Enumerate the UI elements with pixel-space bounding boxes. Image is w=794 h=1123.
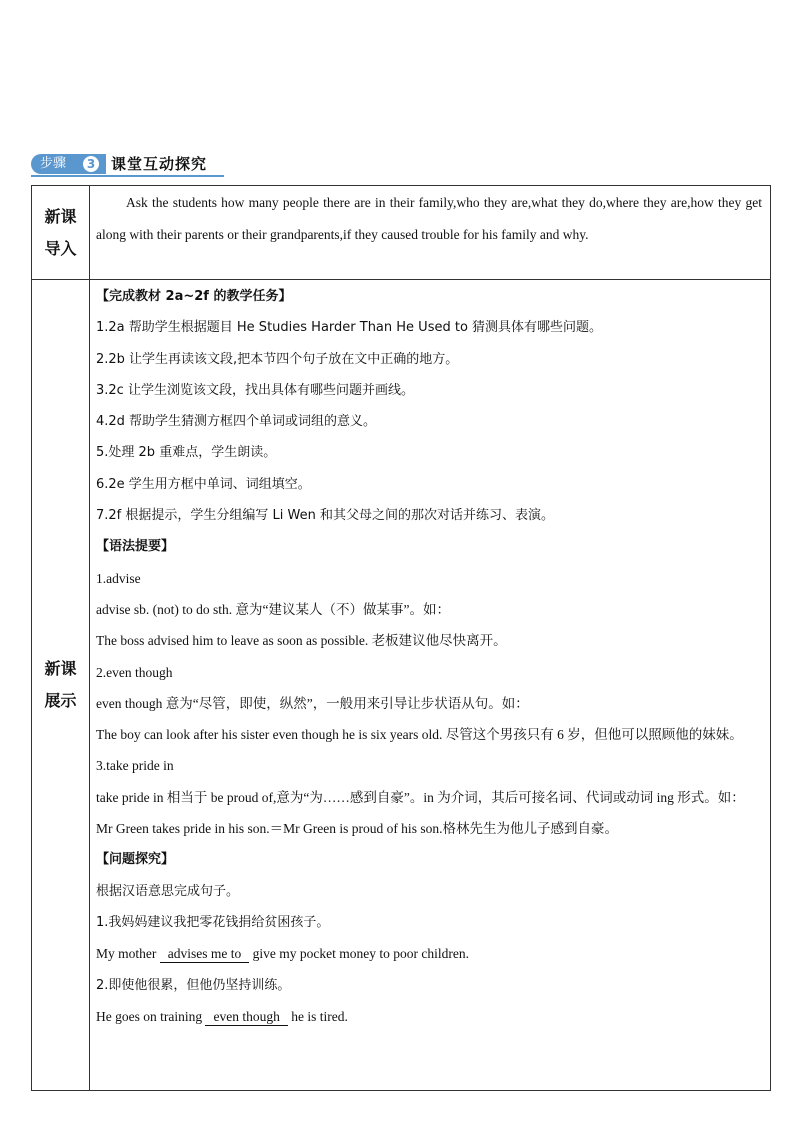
intro-row (32, 186, 771, 280)
step-number: 3 (83, 156, 99, 172)
intro-label: 新课 导入 (32, 186, 90, 280)
display-content (90, 280, 771, 1091)
question-2-chinese: 2.即使他很累，但他仍坚持训练。 (96, 977, 291, 993)
question-1-chinese: 1.我妈妈建议我把零花钱捐给贫困孩子。 (96, 914, 330, 930)
grammar-1-example: The boss advised him to leave as soon as possible. 老板建议他尽快离开。 (96, 633, 507, 649)
task-item-1: 1.2a 帮助学生根据题目 He Studies Harder Than He Used to 猜测具体有哪些问题。 (96, 320, 603, 336)
task-item-2: 2.2b 让学生再读该文段,把本节四个句子放在文中正确的地方。 (96, 351, 459, 367)
grammar-3-definition: take pride in 相当于 be proud of,意为“为……感到自豪”。in 为介词，其后可接名词、代词或动词 ing 形式。如： (96, 789, 745, 805)
display-row (32, 280, 771, 1091)
step-badge-label: 步骤 (40, 156, 67, 171)
step-header (31, 154, 224, 174)
task-heading: 【完成教材 2a~2f 的教学任务】 (96, 289, 292, 304)
question-2-sentence: He goes on training even though he is tired. (96, 1008, 348, 1024)
grammar-heading: 【语法提要】 (96, 539, 175, 555)
task-item-7: 7.2f 根据提示，学生分组编写 Li Wen 和其父母之间的那次对话并练习、表演。 (96, 508, 554, 524)
display-label: 新课 展示 (32, 280, 90, 1091)
question-1-sentence: My mother advises me to give my pocket money to poor children. (96, 946, 469, 962)
grammar-1-title: 1.advise (96, 570, 141, 586)
step-underline (31, 175, 224, 177)
task-item-4: 4.2d 帮助学生猜测方框四个单词或词组的意义。 (96, 414, 377, 430)
step-badge (31, 154, 106, 174)
explore-instruction: 根据汉语意思完成句子。 (96, 883, 240, 899)
grammar-2-definition: even though 意为“尽管，即使，纵然”，一般用来引导让步状语从句。如： (96, 695, 529, 711)
intro-text: Ask the students how many people there are in their family,who they are,what they do,where they are,how they get along with their parents or their grandparents,if they caused trouble for his family and why. (96, 195, 762, 242)
grammar-2-example: The boy can look after his sister even though he is six years old. 尽管这个男孩只有 6 岁，但他可以照顾他的妹妹。 (96, 727, 743, 743)
question-2-answer: even though (205, 1009, 287, 1026)
lesson-table (31, 185, 771, 1091)
task-item-3: 3.2c 让学生浏览该文段，找出具体有哪些问题并画线。 (96, 382, 414, 398)
step-title: 课堂互动探究 (111, 155, 208, 173)
task-item-5: 5.处理 2b 重难点，学生朗读。 (96, 445, 277, 461)
grammar-1-definition: advise sb. (not) to do sth. 意为“建议某人（不）做某事”。如： (96, 601, 450, 617)
task-item-6: 6.2e 学生用方框中单词、词组填空。 (96, 476, 311, 492)
grammar-2-title: 2.even though (96, 664, 173, 680)
question-1-answer: advises me to (160, 946, 250, 963)
explore-heading: 【问题探究】 (96, 852, 175, 868)
grammar-3-title: 3.take pride in (96, 758, 174, 774)
intro-content (90, 186, 771, 280)
grammar-3-example: Mr Green takes pride in his son.＝Mr Green is proud of his son.格林先生为他儿子感到自豪。 (96, 821, 618, 837)
